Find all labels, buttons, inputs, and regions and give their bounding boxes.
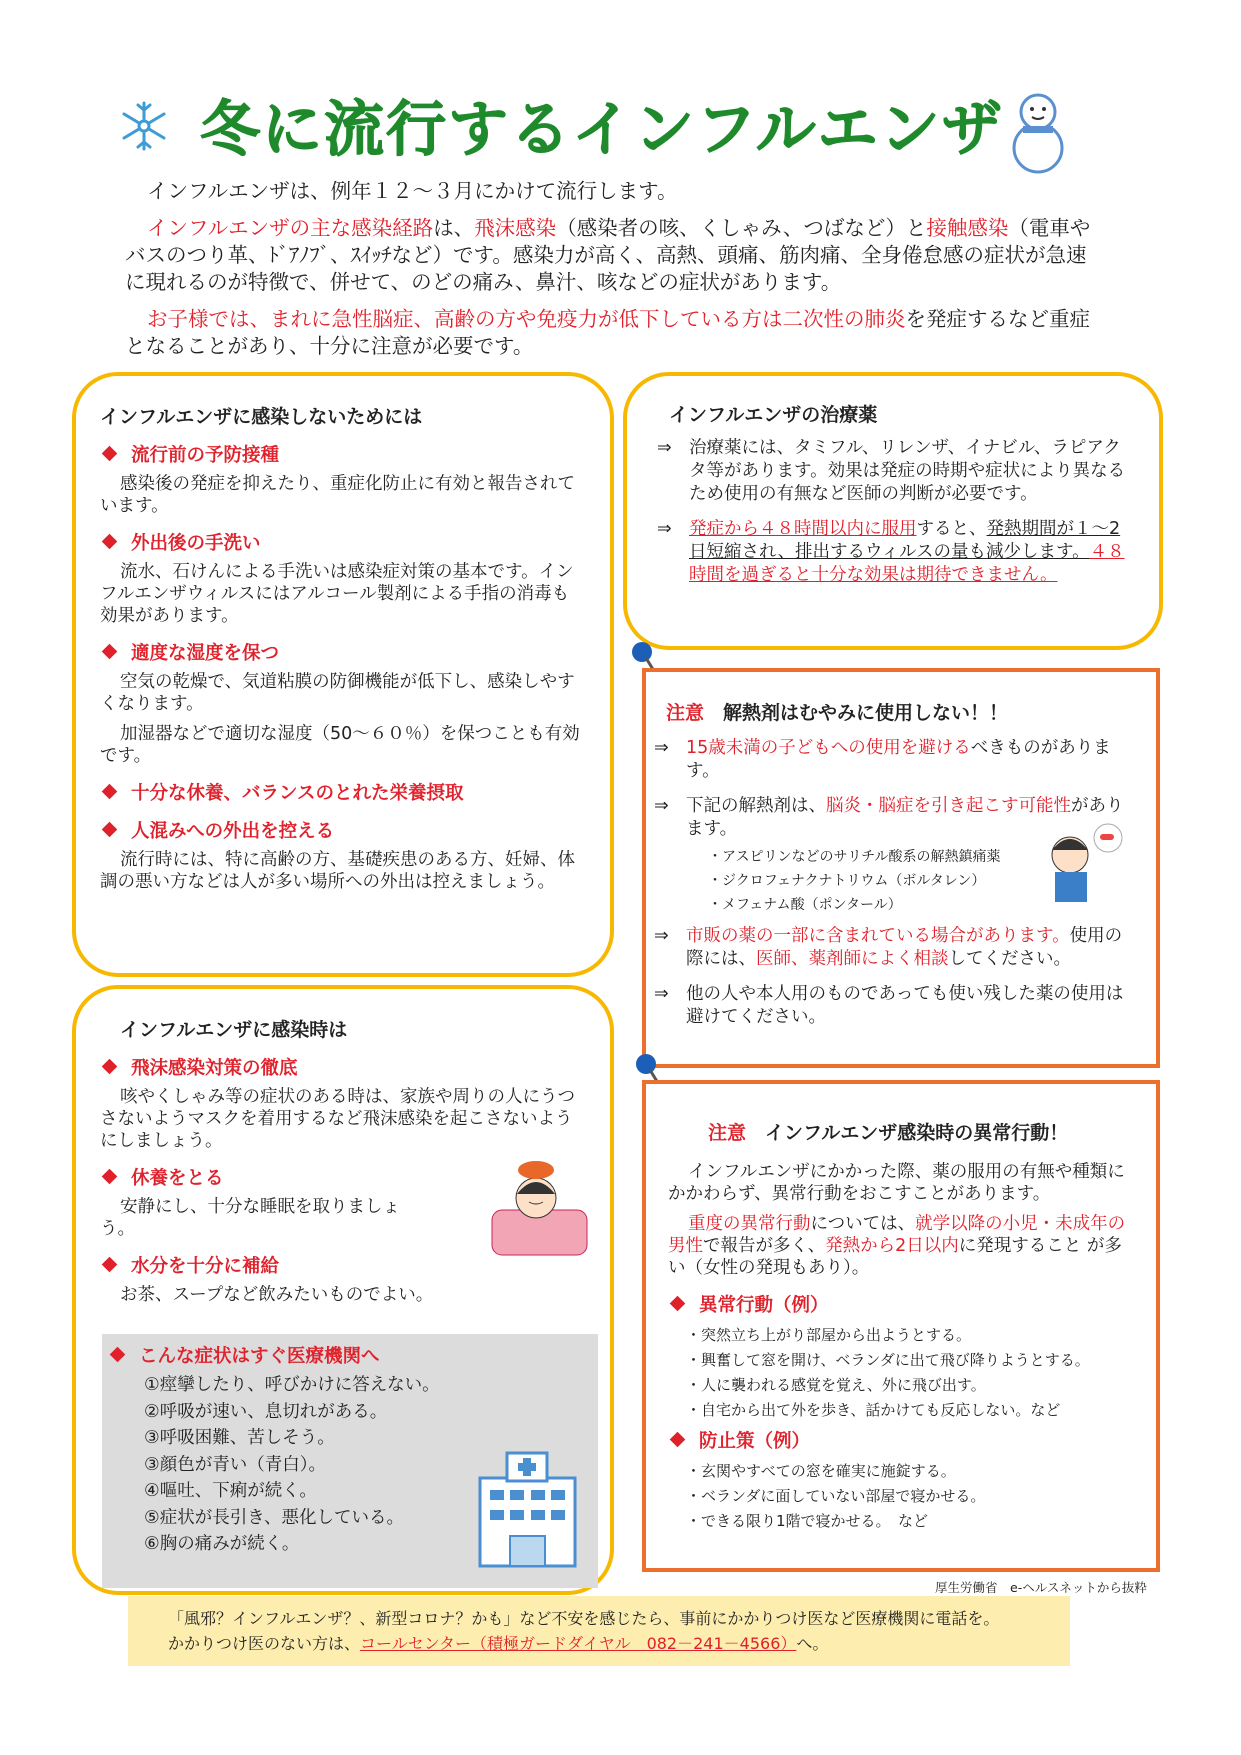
infected-item-rest: 休養をとる	[100, 1164, 582, 1190]
infected-text-rest: 安静にし、十分な睡眠を取りましょう。	[100, 1197, 400, 1239]
measure-list	[668, 1459, 1138, 1534]
treatment-point-1: ⇒ 治療薬には、タミフル、リレンザ、イナビル、ラピアクタ等があります。効果は発症の時期や症状により異なるため使用の有無など医師の判断が必要です。	[657, 438, 1126, 504]
intro	[125, 178, 1095, 370]
prevent-item-vaccine: 流行前の予防接種	[100, 441, 582, 467]
drug-item: ・ジクロフェナクナトリウム（ボルタレン）	[708, 873, 986, 889]
infected-text-droplet: 咳やくしゃみ等の症状のある時は、家族や周りの人にうつさないようマスクを着用するなど飛沫感染を起こさないようにしましょう。	[100, 1087, 575, 1151]
infected-heading: インフルエンザに感染時は	[120, 1019, 348, 1041]
behavior-item: ・興奮して窓を開け、ベランダに出て飛び降りようとする。	[686, 1351, 1090, 1369]
antipyretic-point-4: ⇒ 他の人や本人用のものであっても使い残した薬の使用は避けてください。	[654, 984, 1124, 1027]
abnormal-text-2: 重度の異常行動については、就学以降の小児・未成年の男性で報告が多く、発熱から2日以内に発現すること が多い（女性の発現もあり）。	[668, 1214, 1126, 1278]
prevention-heading: 防止策（例）	[668, 1427, 1138, 1453]
prevent-text-vaccine: 感染後の発症を抑えたり、重症化防止に有効と報告されています。	[100, 474, 575, 516]
hospital-icon	[475, 1448, 580, 1568]
behavior-item: ・自宅から出て外を歩き、話かけても反応しない。など	[686, 1401, 1061, 1419]
drug-item: ・メフェナム酸（ポンタール）	[708, 897, 902, 913]
symptom-item: ③呼吸困難、苦しそう。	[144, 1428, 335, 1448]
antipyretic-heading: 注意 解熱剤はむやみに使用しない！！	[666, 702, 1009, 724]
symptom-item: ①痙攣したり、呼びかけに答えない。	[144, 1375, 440, 1395]
prevent-item-handwash: 外出後の手洗い	[100, 529, 582, 555]
behavior-item: ・人に襲われる感覚を覚え、外に飛び出す。	[686, 1376, 986, 1394]
snowman-icon	[1008, 88, 1068, 178]
prevent-item-crowds: 人混みへの外出を控える	[100, 817, 582, 843]
prevent-text-handwash: 流水、石けんによる手洗いは感染症対策の基本です。インフルエンザウィルスにはアルコール製剤による手指の消毒も効果があります。	[100, 562, 574, 626]
symptom-item: ⑥胸の痛みが続く。	[144, 1534, 300, 1554]
intro-paragraph-3: お子様では、まれに急性脳症、高齢の方や免疫力が低下している方は二次性の肺炎を発症するなど重症となることがあり、十分に注意が必要です。	[125, 307, 1090, 358]
page-title: 冬に流行するインフルエンザ	[200, 95, 1004, 165]
infected-item-droplet: 飛沫感染対策の徹底	[100, 1054, 582, 1080]
infected-text-water: お茶、スープなど飲みたいものでよい。	[120, 1285, 434, 1305]
antipyretic-point-1: ⇒ 15歳未満の子どもへの使用を避けるべきものがあります。	[654, 738, 1111, 781]
abnormal-behavior-section	[642, 1080, 1160, 1572]
prevent-section	[72, 372, 614, 977]
treatment-section	[623, 372, 1163, 650]
prevent-text-humidity-2: 加湿器などで適切な湿度（50～６０％）を保つことも有効です。	[100, 724, 580, 766]
prevent-text-humidity-1: 空気の乾燥で、気道粘膜の防御機能が低下し、感染しやすくなります。	[100, 672, 575, 714]
measure-item: ・玄関やすべての窓を確実に施錠する。	[686, 1462, 956, 1480]
symptom-item: ⑤症状が長引き、悪化している。	[144, 1507, 404, 1528]
treatment-heading: インフルエンザの治療薬	[669, 404, 878, 426]
abnormal-text-1: インフルエンザにかかった際、薬の服用の有無や種類にかかわらず、異常行動をおこすことがあります。	[668, 1162, 1125, 1204]
intro-paragraph-1: インフルエンザは、例年１２～３月にかけて流行します。	[147, 179, 678, 203]
symptom-item: ②呼吸が速い、息切れがある。	[144, 1401, 388, 1422]
snowflake-icon	[118, 100, 170, 152]
prevent-text-crowds: 流行時には、特に高齢の方、基礎疾患のある方、妊婦、体調の悪い方などは人が多い場所への外出は控えましょう。	[100, 850, 575, 892]
treatment-point-2: ⇒ 発症から４８時間以内に服用すると、発熱期間が１～2日短縮され、排出するウィルスの量も減少します。４８時間を過ぎると十分な効果は期待できません。	[657, 519, 1125, 585]
footer-line-2: かかりつけ医のない方は、コールセンター（積極ガードダイヤル 082－241－4566）へ。	[168, 1634, 829, 1653]
drug-item: ・アスピリンなどのサリチル酸系の解熱鎮痛薬	[708, 849, 1001, 865]
urgent-heading: こんな症状はすぐ医療機関へ	[102, 1342, 598, 1368]
sick-child-icon	[484, 1150, 594, 1260]
symptom-item: ③顔色が青い（青白）。	[144, 1454, 326, 1475]
behavior-item: ・突然立ち上がり部屋から出ようとする。	[686, 1326, 972, 1344]
prevent-item-rest: 十分な休養、バランスのとれた栄養摂取	[100, 779, 582, 805]
footer-notice	[128, 1596, 1070, 1666]
medicine-boy-icon	[1040, 820, 1125, 905]
antipyretic-point-3: ⇒ 市販の薬の一部に含まれている場合があります。使用の際には、医師、薬剤師によく相談してください。	[654, 926, 1123, 969]
measure-item: ・できる限り1階で寝かせる。 など	[686, 1512, 929, 1530]
infected-item-water: 水分を十分に補給	[100, 1252, 582, 1278]
measure-item: ・ベランダに面していない部屋で寝かせる。	[686, 1487, 986, 1505]
symptom-item: ④嘔吐、下痢が続く。	[144, 1481, 317, 1501]
source-note: 厚生労働省 e-ヘルスネットから抜粋	[935, 1580, 1147, 1595]
antipyretic-point-2: ⇒ 下記の解熱剤は、脳炎・脳症を引き起こす可能性があります。	[654, 796, 1124, 839]
intro-paragraph-2: インフルエンザの主な感染経路は、飛沫感染（感染者の咳、くしゃみ、つばなど）と接触感染（電車やバスのつり革、ﾄﾞｱﾉﾌﾞ、ｽｲｯﾁなど）です。感染力が高く、高熱、頭痛、筋肉痛、全身倦怠感の症状が急速に現れるのが特徴で、併せて、のどの痛み、鼻汁、咳などの症状があります。	[125, 216, 1091, 294]
footer-line-1: 「風邪？インフルエンザ？、新型コロナ？かも」など不安を感じたら、事前にかかりつけ医など医療機関に電話を。	[168, 1609, 1000, 1628]
prevent-item-humidity: 適度な湿度を保つ	[100, 639, 582, 665]
abnormal-heading: 注意 インフルエンザ感染時の異常行動！	[708, 1122, 1069, 1144]
abnormal-behavior-heading: 異常行動（例）	[668, 1291, 1138, 1317]
prevent-heading: インフルエンザに感染しないためには	[100, 406, 423, 428]
behavior-list	[668, 1323, 1138, 1423]
